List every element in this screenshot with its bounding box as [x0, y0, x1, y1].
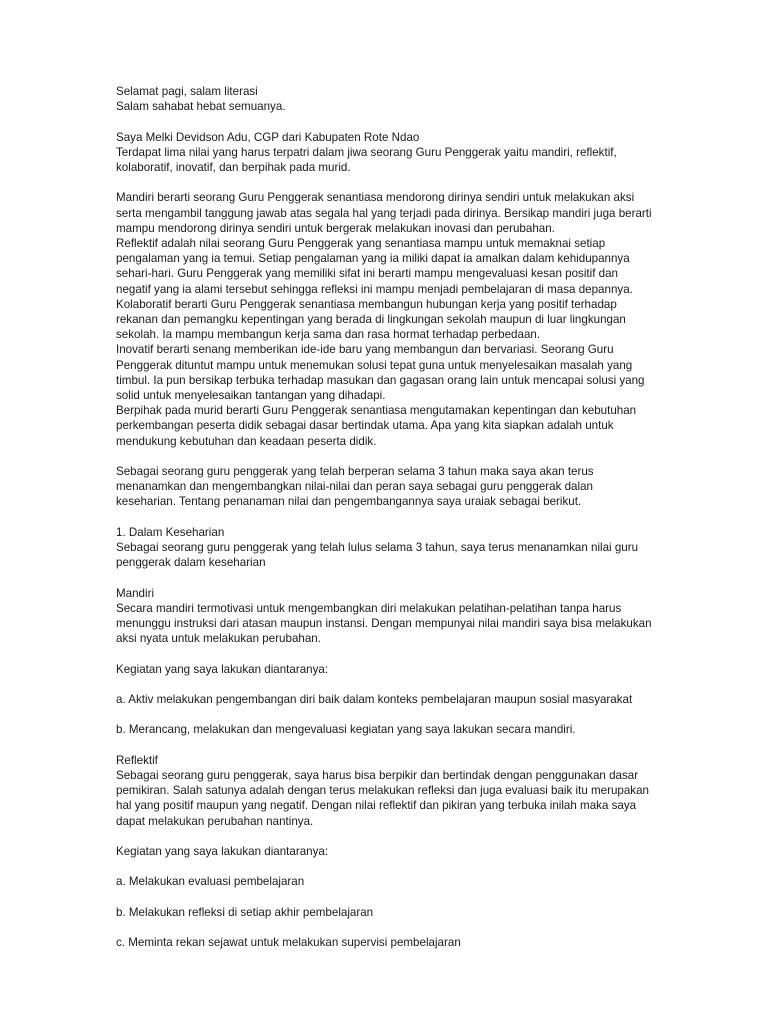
text-line: a. Aktiv melakukan pengembangan diri baik dalam konteks pembelajaran maupun sosial masyarakat: [116, 693, 633, 707]
commitment-block: [116, 464, 656, 510]
text-line: Saya Melki Devidson Adu, CGP dari Kabupaten Rote Ndao: [116, 130, 420, 144]
subsection-heading: Mandiri: [116, 586, 155, 600]
list-item: [116, 692, 656, 707]
activities-intro-block: [116, 844, 656, 859]
introduction-block: [116, 130, 656, 176]
text-line: Sebagai seorang guru penggerak, saya harus bisa berpikir dan bertindak dengan penggunakan dasar pemikiran. Salah satunya adalah dengan terus melakukan refleksi dan juga evaluasi baik itu merupakan hal yang positif maupun yang negatif. Dengan nilai reflektif dan pikiran yang terbuka inilah maka saya dapat melakukan perubahan nantinya.: [116, 769, 649, 828]
text-line: Reflektif adalah nilai seorang Guru Penggerak yang senantiasa mampu untuk memaknai setiap pengalaman yang ia temui. Setiap pengalaman yang ia miliki dapat ia amalkan dalam kehidupannya sehari-hari. Guru Penggerak yang memiliki sifat ini berarti mampu mengevaluasi kesan positif dan negatif yang ia alami tersebut sehingga refleksi ini mampu menjadi pembelajaran di masa depannya.: [116, 237, 633, 296]
activities-intro-block: [116, 662, 656, 677]
list-item: [116, 935, 656, 950]
text-line: Inovatif berarti senang memberikan ide-ide baru yang membangun dan bervariasi. Seorang Guru Penggerak dituntut mampu untuk menemukan solusi tepat guna untuk menyelesaikan masalah yang timbul. Ia pun bersikap terbuka terhadap masukan dan gagasan orang lain untuk mencapai solusi yang solid untuk menyelesaikan tantangan yang dihadapi.: [116, 343, 645, 403]
text-line: Kegiatan yang saya lakukan diantaranya:: [116, 845, 329, 858]
mandiri-block: [116, 586, 656, 647]
daily-section-block: [116, 525, 656, 571]
list-item: [116, 905, 656, 920]
text-line: Selamat pagi, salam literasi: [116, 85, 258, 98]
text-line: b. Merancang, melakukan dan mengevaluasi kegiatan yang saya lakukan secara mandiri.: [116, 723, 576, 737]
values-definition-block: [116, 190, 656, 448]
text-line: Kegiatan yang saya lakukan diantaranya:: [116, 662, 329, 676]
text-line: Mandiri berarti seorang Guru Penggerak senantiasa mendorong dirinya sendiri untuk melakukan aksi serta mengambil tanggung jawab atas segala hal yang terjadi pada dirinya. Bersikap mandiri juga berarti mampu mendorong dirinya sendiri untuk bergerak melakukan inovasi dan perubahan.: [116, 191, 652, 235]
text-line: a. Melakukan evaluasi pembelajaran: [116, 875, 305, 889]
text-line: b. Melakukan refleksi di setiap akhir pembelajaran: [116, 905, 374, 919]
reflektif-block: [116, 753, 656, 829]
list-item: [116, 874, 656, 889]
greeting-block: [116, 84, 656, 114]
text-line: Terdapat lima nilai yang harus terpatri dalam jiwa seorang Guru Penggerak yaitu mandiri, reflektif, kolaboratif, inovatif, dan berpihak pada murid.: [116, 145, 617, 174]
text-line: Secara mandiri termotivasi untuk mengembangkan diri melakukan pelatihan-pelatihan tanpa harus menunggu instruksi dari atasan maupun instansi. Dengan mempunyai nilai mandiri saya bisa melakukan aksi nyata untuk melakukan perubahan.: [116, 601, 652, 646]
document-page: [116, 84, 656, 966]
text-line: c. Meminta rekan sejawat untuk melakukan supervisi pembelajaran: [116, 936, 461, 950]
subsection-heading: Reflektif: [116, 753, 158, 767]
text-line: Sebagai seorang guru penggerak yang telah berperan selama 3 tahun maka saya akan terus menanamkan dan mengembangkan nilai-nilai dan peran saya sebagai guru penggerak dalan keseharian. Tentang penanaman nilai dan pengembangannya saya uraiak sebagai berikut.: [116, 465, 594, 509]
section-heading: 1. Dalam Keseharian: [116, 525, 225, 539]
text-line: Sebagai seorang guru penggerak yang telah lulus selama 3 tahun, saya terus menanamkan nilai guru penggerak dalam keseharian: [116, 541, 639, 570]
text-line: Berpihak pada murid berarti Guru Penggerak senantiasa mengutamakan kepentingan dan kebutuhan perkembangan peserta didik sebagai dasar bertindak utama. Apa yang kita siapkan adalah untuk mendukung kebutuhan dan keadaan peserta didik.: [116, 404, 637, 448]
list-item: [116, 722, 656, 737]
text-line: Salam sahabat hebat semuanya.: [116, 100, 286, 114]
text-line: Kolaboratif berarti Guru Penggerak senantiasa membangun hubungan kerja yang positif terhadap rekanan dan pemangku kepentingan yang berada di lingkungan sekolah maupun di luar lingkungan sekolah. Ia mampu membangun kerja sama dan rasa hormat terhadap perbedaan.: [116, 297, 626, 342]
